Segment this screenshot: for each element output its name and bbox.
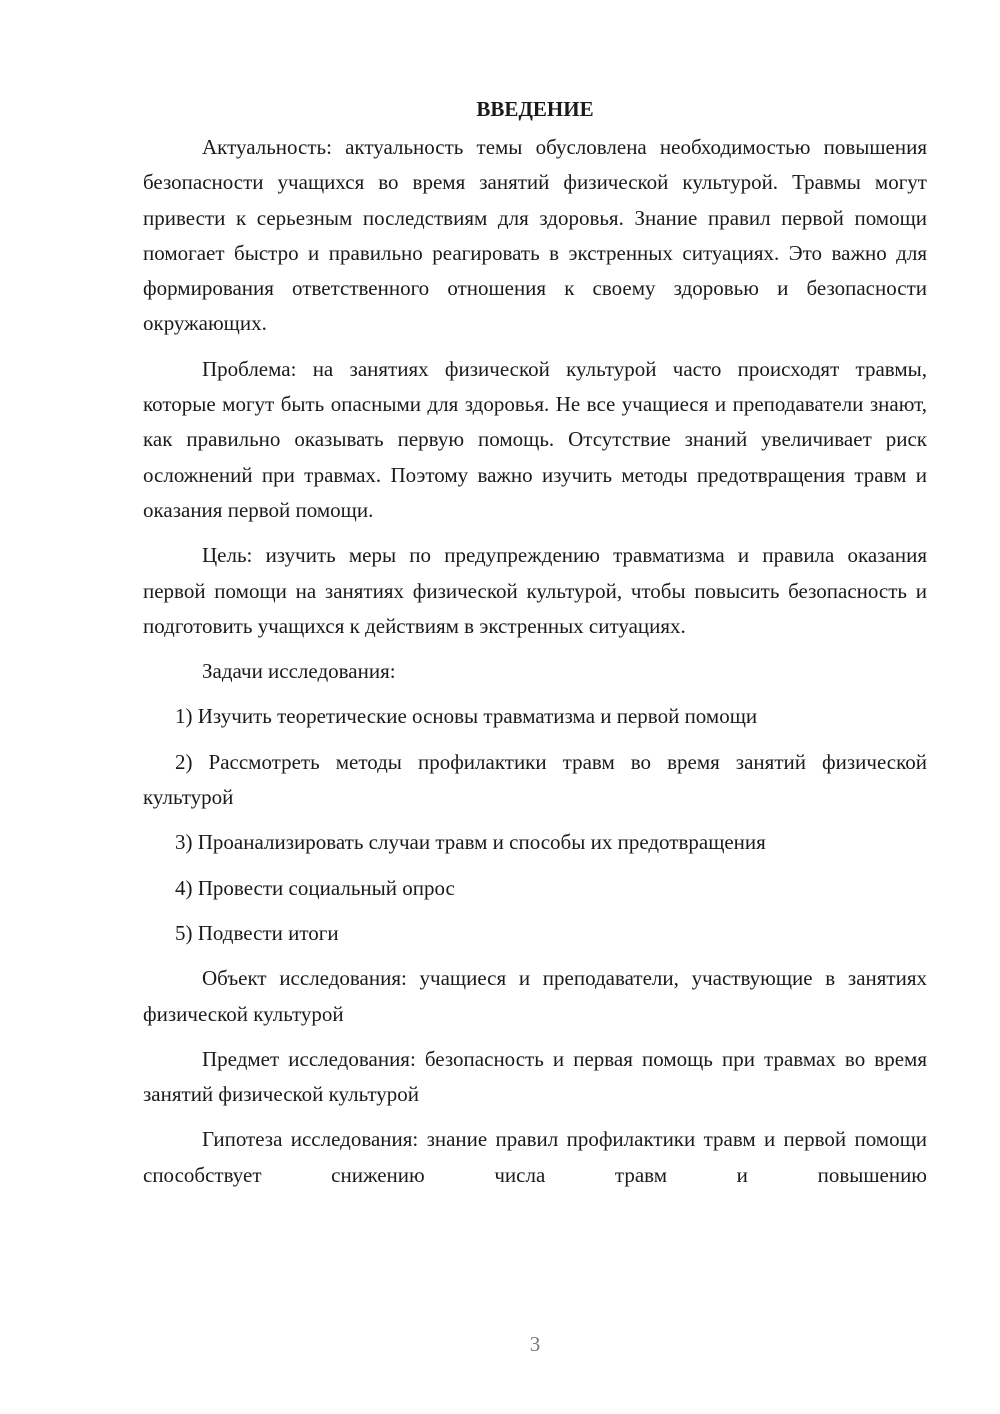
paragraph-problem: Проблема: на занятиях физической культурой часто происходят травмы, которые могут быть опасными для здоровья. Не все учащиеся и преподаватели знают, как правильно оказывать первую помощь. Отсутствие знаний увеличивает риск осложнений при травмах. Поэтому важно изучить методы предотвращения травм и оказания первой помощи. [143, 356, 927, 522]
task-item-2: 2) Рассмотреть методы профилактики травм во время занятий физической культурой [143, 749, 927, 810]
document-page [143, 92, 927, 1203]
paragraph-relevance: Актуальность: актуальность темы обусловлена необходимостью повышения безопасности учащихся во время занятий физической культурой. Травмы могут привести к серьезным последствиям для здоровья. Знание правил первой помощи помогает быстро и правильно реагировать в экстренных ситуациях. Это важно для формирования ответственного отношения к своему здоровью и безопасности окружающих. [143, 135, 927, 336]
paragraph-hypothesis: Гипотеза исследования: знание правил профилактики травм и первой помощи способствует снижению числа травм и повышению [143, 1127, 927, 1187]
task-item-1: 1) Изучить теоретические основы травматизма и первой помощи [175, 704, 758, 729]
paragraph-subject: Предмет исследования: безопасность и первая помощь при травмах во время занятий физической культурой [143, 1046, 927, 1107]
task-item-5: 5) Подвести итоги [175, 920, 339, 945]
tasks-title: Задачи исследования: [202, 659, 396, 684]
page-number: 3 [529, 1332, 541, 1356]
section-heading: ВВЕДЕНИЕ [476, 97, 594, 121]
task-item-3: 3) Проанализировать случаи травм и способы их предотвращения [175, 830, 766, 855]
paragraph-goal: Цель: изучить меры по предупреждению травматизма и правила оказания первой помощи на занятиях физической культурой, чтобы повысить безопасность и подготовить учащихся к действиям в экстренных ситуациях. [143, 543, 927, 638]
task-item-4: 4) Провести социальный опрос [175, 875, 455, 900]
paragraph-object: Объект исследования: учащиеся и преподаватели, участвующие в занятиях физической культурой [143, 966, 927, 1026]
